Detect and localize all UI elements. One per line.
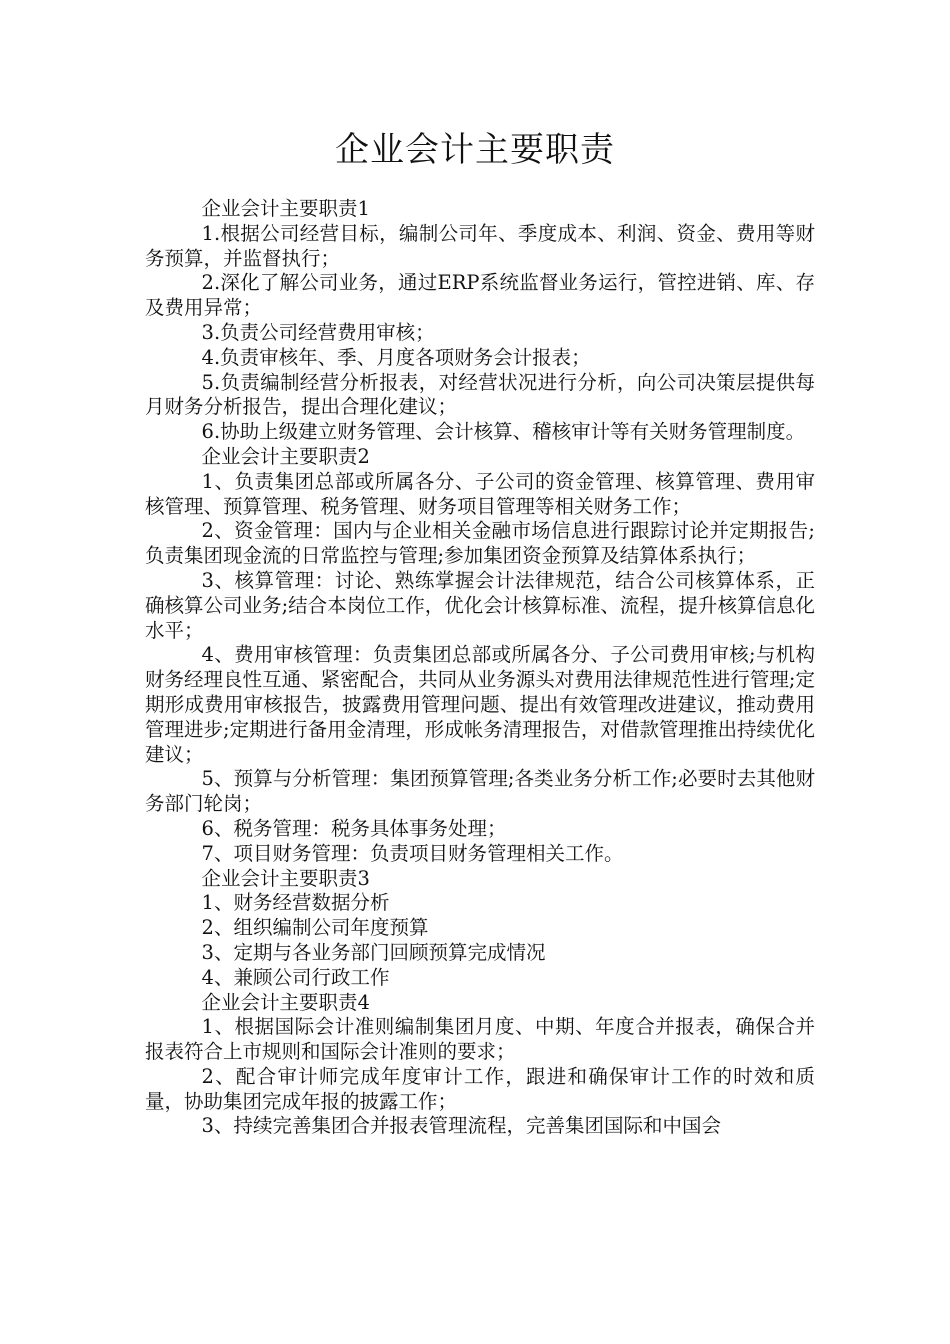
document-body: [145, 197, 815, 1139]
paragraph: 3.负责公司经营费用审核；: [201, 320, 435, 344]
paragraph: 1.根据公司经营目标，编制公司年、季度成本、利润、资金、费用等财务预算，并监督执行；: [145, 221, 815, 270]
paragraph: 4、兼顾公司行政工作: [201, 965, 390, 989]
paragraph: 4.负责审核年、季、月度各项财务会计报表；: [201, 345, 591, 369]
paragraph: 7、项目财务管理：负责项目财务管理相关工作。: [201, 841, 624, 865]
paragraph: 3、持续完善集团合并报表管理流程，完善集团国际和中国会: [201, 1114, 721, 1138]
document-title: 企业会计主要职责: [335, 130, 615, 170]
paragraph: 4、费用审核管理：负责集团总部或所属各分、子公司费用审核;与机构财务经理良性互通、紧密配合，共同从业务源头对费用法律规范性进行管理;定期形成费用审核报告，披露费用管理问题、提出有效管理改进建议，推动费用管理进步;定期进行备用金清理，形成帐务清理报告，对借款管理推出持续优化建议；: [145, 643, 815, 766]
paragraph: 6.协助上级建立财务管理、会计核算、稽核审计等有关财务管理制度。: [201, 420, 806, 444]
paragraph: 1、财务经营数据分析: [201, 891, 390, 915]
paragraph: 2、配合审计师完成年度审计工作，跟进和确保审计工作的时效和质量，协助集团完成年报的披露工作；: [145, 1064, 815, 1113]
paragraph: 2、资金管理：国内与企业相关金融市场信息进行跟踪讨论并定期报告;负责集团现金流的日常监控与管理;参加集团资金预算及结算体系执行；: [145, 519, 815, 568]
paragraph: 2.深化了解公司业务，通过ERP系统监督业务运行，管控进销、库、存及费用异常；: [145, 271, 815, 320]
section-heading: 企业会计主要职责4: [201, 990, 370, 1014]
paragraph: 5、预算与分析管理：集团预算管理;各类业务分析工作;必要时去其他财务部门轮岗；: [145, 767, 815, 816]
paragraph: 1、负责集团总部或所属各分、子公司的资金管理、核算管理、费用审核管理、预算管理、税务管理、财务项目管理等相关财务工作；: [145, 469, 815, 518]
paragraph: 2、组织编制公司年度预算: [201, 916, 429, 940]
section-heading: 企业会计主要职责3: [201, 866, 370, 890]
section-heading: 企业会计主要职责2: [201, 444, 370, 468]
paragraph: 6、税务管理：税务具体事务处理；: [201, 816, 507, 840]
paragraph: 5.负责编制经营分析报表，对经营状况进行分析，向公司决策层提供每月财务分析报告，提出合理化建议；: [145, 370, 815, 419]
paragraph: 1、根据国际会计准则编制集团月度、中期、年度合并报表，确保合并报表符合上市规则和国际会计准则的要求；: [145, 1015, 815, 1064]
paragraph: 3、定期与各业务部门回顾预算完成情况: [201, 940, 546, 964]
section-heading: 企业会计主要职责1: [201, 197, 370, 220]
paragraph: 3、核算管理：讨论、熟练掌握会计法律规范，结合公司核算体系，正确核算公司业务;结合本岗位工作，优化会计核算标准、流程，提升核算信息化水平；: [145, 568, 815, 642]
